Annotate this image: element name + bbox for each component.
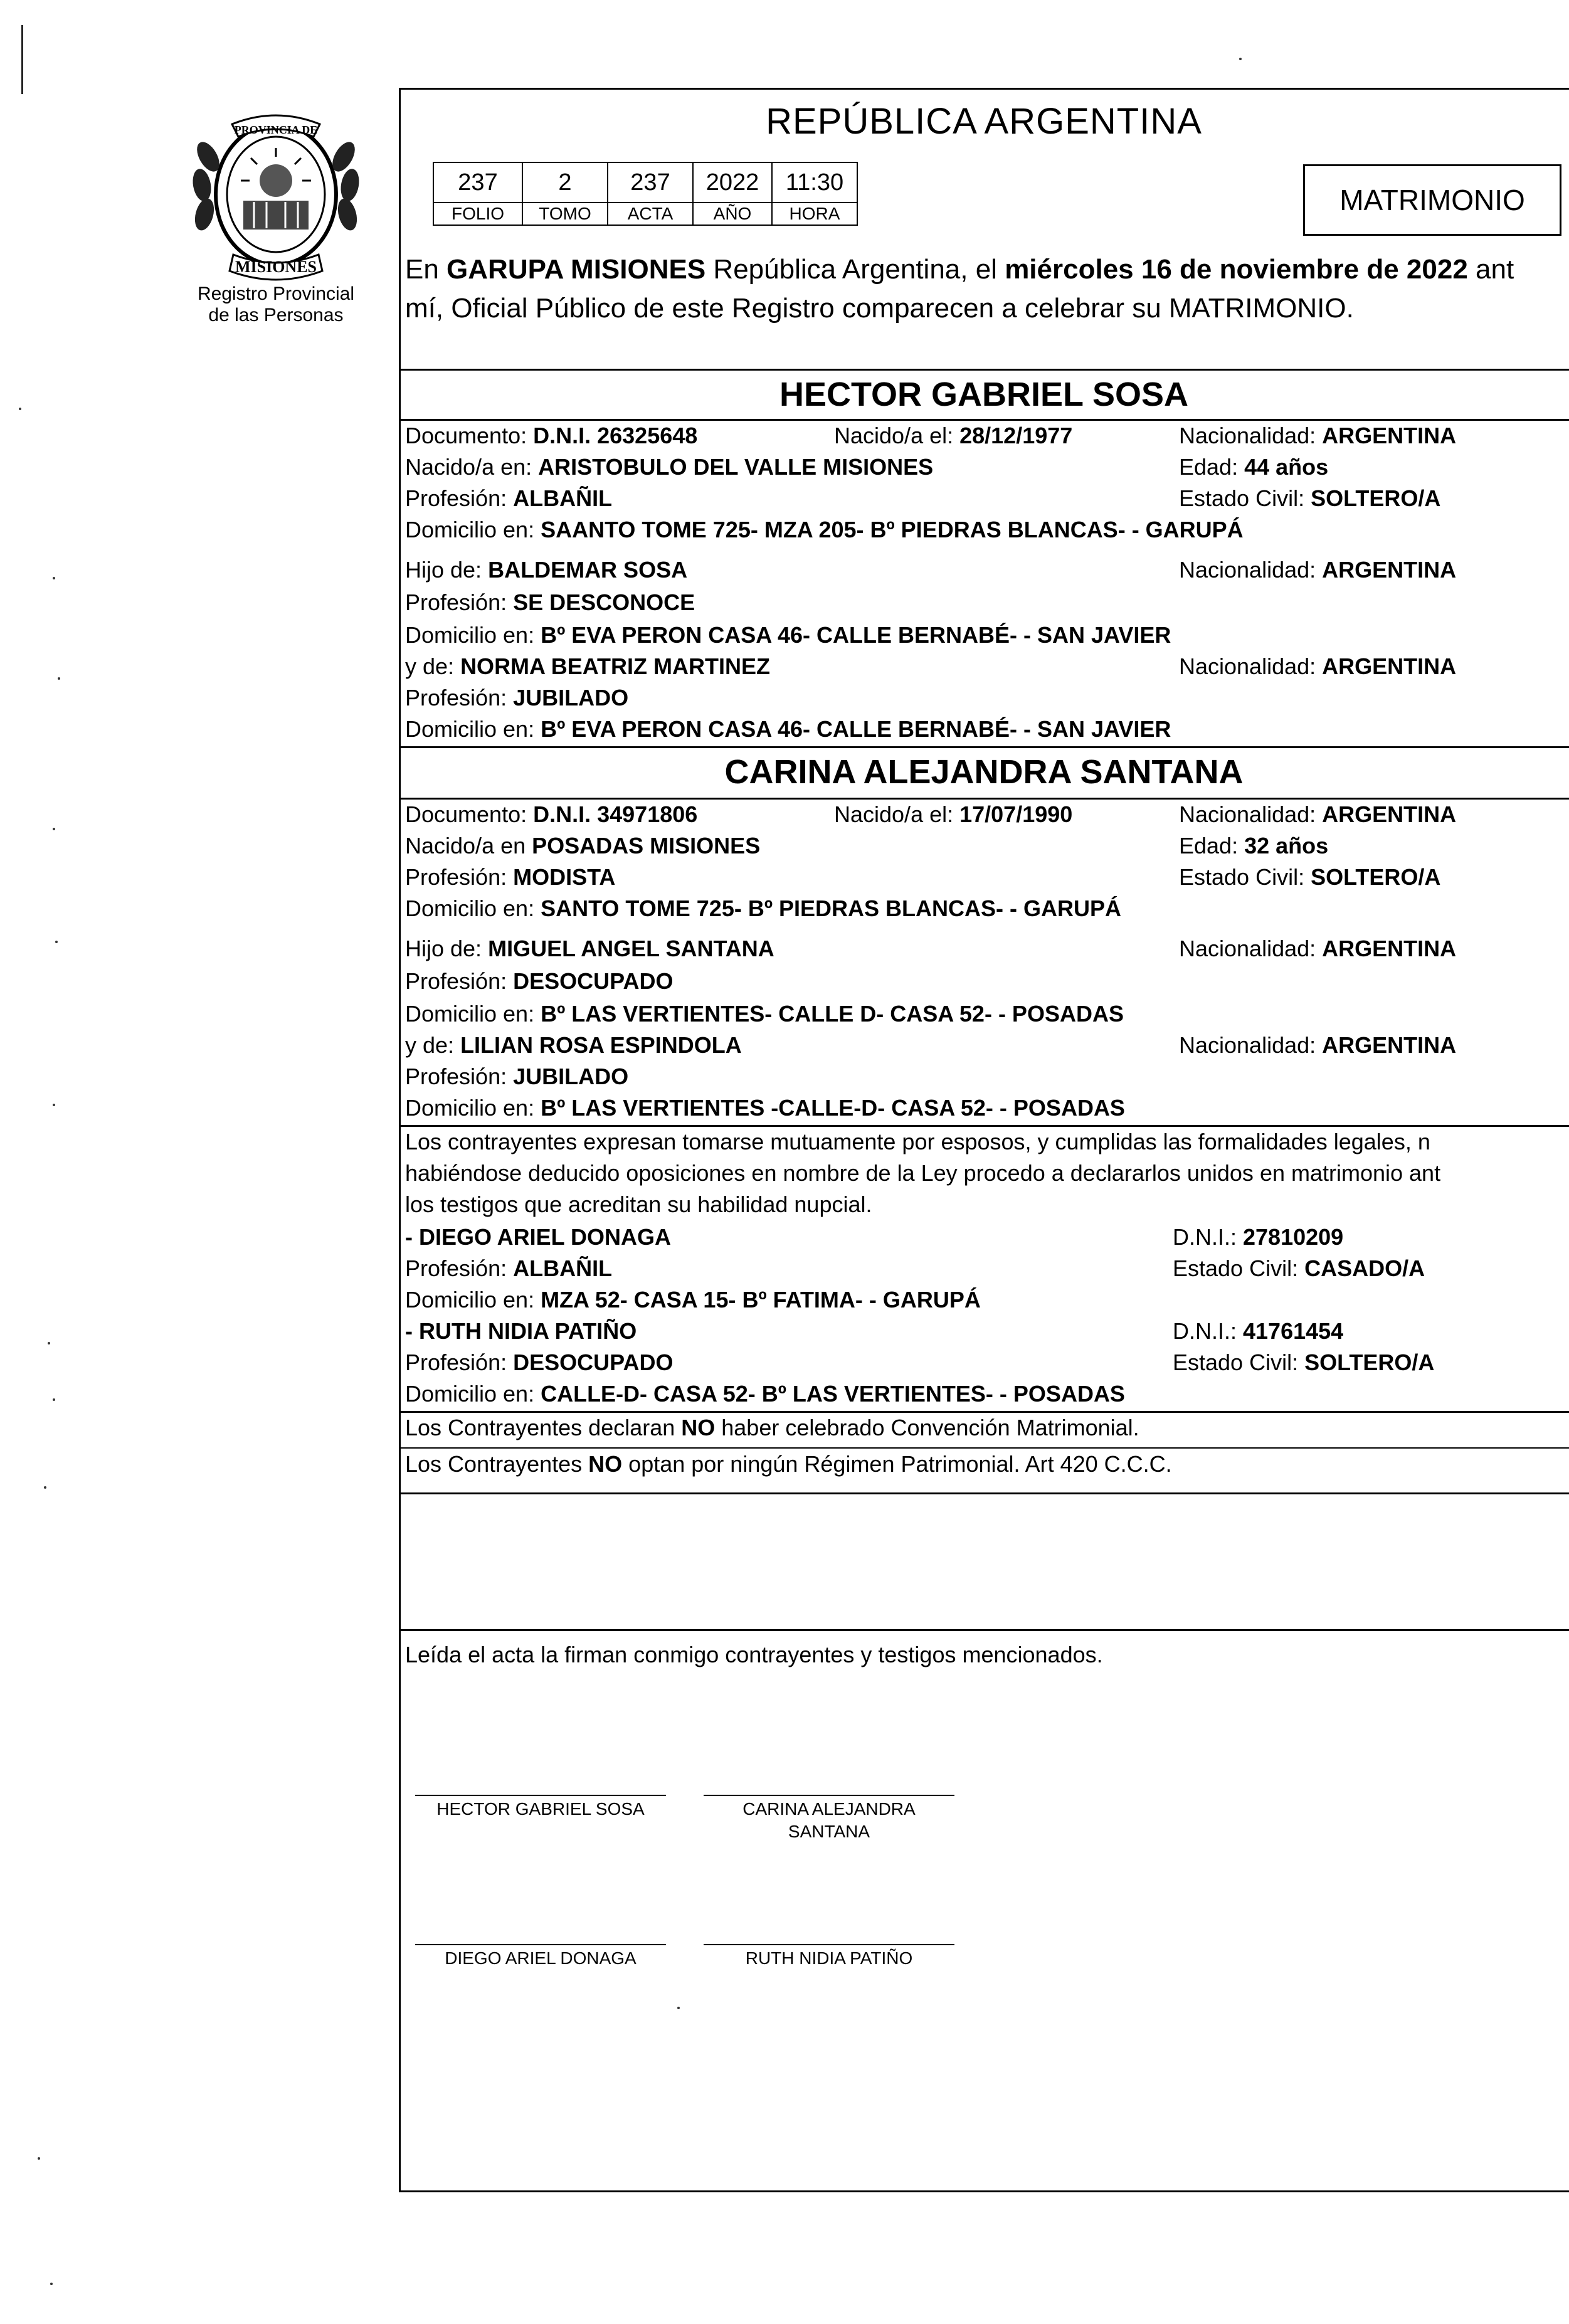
acta-value: 237 — [608, 162, 693, 203]
spouse2-birthplace: Nacido/a en POSADAS MISIONES — [405, 833, 761, 858]
folio-label: FOLIO — [433, 203, 522, 225]
spouse1-age: Edad: 44 años — [1179, 454, 1329, 480]
spouse2-document: Documento: D.N.I. 34971806 — [405, 801, 698, 827]
tomo-label: TOMO — [522, 203, 608, 225]
signature-line-spouse2 — [704, 1795, 954, 1796]
witness2-civil-status: Estado Civil: SOLTERO/A — [1173, 1350, 1435, 1375]
spouse1-father-address: Domicilio en: Bº EVA PERON CASA 46- CALLE BERNABÉ- - SAN JAVIER — [405, 622, 1171, 648]
spouse2-age: Edad: 32 años — [1179, 833, 1329, 858]
witness2-profession: Profesión: DESOCUPADO — [405, 1350, 674, 1375]
spouse2-profession: Profesión: MODISTA — [405, 864, 616, 890]
divider — [399, 746, 1569, 748]
signature-line-witness1 — [415, 1944, 666, 1945]
spouse1-father: Hijo de: BALDEMAR SOSA — [405, 557, 688, 583]
scan-speck — [58, 677, 60, 680]
signature-line-spouse1 — [415, 1795, 666, 1796]
spouse2-mother-profession: Profesión: JUBILADO — [405, 1064, 629, 1089]
folio-table — [433, 162, 858, 226]
divider — [399, 419, 1569, 421]
witness1-dni: D.N.I.: 27810209 — [1173, 1224, 1344, 1250]
spouse1-civil-status: Estado Civil: SOLTERO/A — [1179, 485, 1441, 511]
scan-speck — [53, 1398, 55, 1401]
spouse1-profession: Profesión: ALBAÑIL — [405, 485, 613, 511]
spouse1-birthplace: Nacido/a en: ARISTOBULO DEL VALLE MISIONES — [405, 454, 934, 480]
spouse2-civil-status: Estado Civil: SOLTERO/A — [1179, 864, 1441, 890]
witness1-profession: Profesión: ALBAÑIL — [405, 1255, 613, 1281]
divider — [399, 1447, 1569, 1449]
spouse2-nationality: Nacionalidad: ARGENTINA — [1179, 801, 1457, 827]
spouse1-document: Documento: D.N.I. 26325648 — [405, 423, 698, 448]
spouse2-mother-address: Domicilio en: Bº LAS VERTIENTES -CALLE-D- CASA 52- - POSADAS — [405, 1095, 1125, 1121]
spouse1-nationality: Nacionalidad: ARGENTINA — [1179, 423, 1457, 448]
scan-speck — [48, 1342, 50, 1344]
spouse2-mother: y de: LILIAN ROSA ESPINDOLA — [405, 1032, 742, 1058]
intro-line1: En GARUPA MISIONES República Argentina, el miércoles 16 de noviembre de 2022 ant — [405, 254, 1514, 285]
spouse2-mother-nationality: Nacionalidad: ARGENTINA — [1179, 1032, 1457, 1058]
divider — [399, 1629, 1569, 1631]
divider — [399, 1125, 1569, 1127]
witness2-address: Domicilio en: CALLE-D- CASA 52- Bº LAS VERTIENTES- - POSADAS — [405, 1381, 1125, 1407]
spouse1-address: Domicilio en: SAANTO TOME 725- MZA 205- Bº PIEDRAS BLANCAS- - GARUPÁ — [405, 517, 1244, 542]
hora-value: 11:30 — [772, 162, 857, 203]
spouse1-mother-address: Domicilio en: Bº EVA PERON CASA 46- CALLE BERNABÉ- - SAN JAVIER — [405, 716, 1171, 742]
signature-name-witness2: RUTH NIDIA PATIÑO — [745, 1948, 913, 1968]
scan-speck — [1239, 58, 1242, 60]
scan-speck — [38, 2157, 40, 2160]
witness1-address: Domicilio en: MZA 52- CASA 15- Bº FATIMA- - GARUPÁ — [405, 1287, 981, 1313]
anio-value: 2022 — [693, 162, 772, 203]
divider — [399, 369, 1569, 371]
divider — [399, 798, 1569, 800]
witness1-civil-status: Estado Civil: CASADO/A — [1173, 1255, 1425, 1281]
spouse1-father-nationality: Nacionalidad: ARGENTINA — [1179, 557, 1457, 583]
spouse1-mother: y de: NORMA BEATRIZ MARTINEZ — [405, 653, 771, 679]
convention-line1: Los Contrayentes declaran NO haber celebrado Convención Matrimonial. — [405, 1415, 1139, 1440]
signature-line-witness2 — [704, 1944, 954, 1945]
spouse2-birthdate: Nacido/a el: 17/07/1990 — [834, 801, 1073, 827]
scan-speck — [19, 408, 21, 410]
scan-speck — [677, 2007, 680, 2009]
scan-speck — [53, 577, 55, 579]
scan-speck — [44, 1486, 46, 1489]
scan-speck — [50, 2283, 53, 2285]
witness2-name: - RUTH NIDIA PATIÑO — [405, 1318, 637, 1344]
scan-mark — [21, 25, 23, 94]
declaration-line3: los testigos que acreditan su habilidad nupcial. — [405, 1191, 872, 1217]
doc-type-box: MATRIMONIO — [1303, 164, 1561, 236]
acta-label: ACTA — [608, 203, 693, 225]
spouse2-address: Domicilio en: SANTO TOME 725- Bº PIEDRAS BLANCAS- - GARUPÁ — [405, 895, 1121, 921]
spouse1-mother-nationality: Nacionalidad: ARGENTINA — [1179, 653, 1457, 679]
folio-value: 237 — [433, 162, 522, 203]
witness1-name: - DIEGO ARIEL DONAGA — [405, 1224, 672, 1250]
scan-speck — [55, 941, 58, 943]
spouse2-father-nationality: Nacionalidad: ARGENTINA — [1179, 936, 1457, 961]
divider — [399, 1411, 1569, 1413]
spouse1-birthdate: Nacido/a el: 28/12/1977 — [834, 423, 1073, 448]
spouse2-father: Hijo de: MIGUEL ANGEL SANTANA — [405, 936, 774, 961]
declaration-line1: Los contrayentes expresan tomarse mutuamente por esposos, y cumplidas las formalidades legales, n — [405, 1129, 1430, 1154]
registry-name-line2: de las Personas — [208, 305, 344, 325]
witness2-dni: D.N.I.: 41761454 — [1173, 1318, 1344, 1344]
hora-label: HORA — [772, 203, 857, 225]
intro-line2: mí, Oficial Público de este Registro comparecen a celebrar su MATRIMONIO. — [405, 293, 1354, 324]
anio-label: AÑO — [693, 203, 772, 225]
signature-name-spouse2-l2: SANTANA — [788, 1822, 870, 1841]
convention-line2: Los Contrayentes NO optan por ningún Régimen Patrimonial. Art 420 C.C.C. — [405, 1451, 1172, 1477]
scan-speck — [53, 828, 55, 830]
signature-name-spouse2-l1: CARINA ALEJANDRA — [742, 1799, 916, 1819]
country-title: REPÚBLICA ARGENTINA — [766, 101, 1202, 142]
seal-text-bottom: MISIONES — [235, 258, 317, 276]
spouse2-name: CARINA ALEJANDRA SANTANA — [724, 753, 1244, 791]
signature-name-witness1: DIEGO ARIEL DONAGA — [445, 1948, 637, 1968]
registry-name-line1: Registro Provincial — [197, 283, 355, 304]
tomo-value: 2 — [522, 162, 608, 203]
spouse1-mother-profession: Profesión: JUBILADO — [405, 685, 629, 710]
seal-text-top: PROVINCIA DE — [234, 124, 318, 136]
province-seal — [188, 107, 364, 288]
spouse2-father-profession: Profesión: DESOCUPADO — [405, 968, 674, 994]
spouse1-father-profession: Profesión: SE DESCONOCE — [405, 589, 695, 615]
closing-statement: Leída el acta la firman conmigo contrayentes y testigos mencionados. — [405, 1642, 1103, 1667]
declaration-line2: habiéndose deducido oposiciones en nombre de la Ley procedo a declararlos unidos en matrimonio ant — [405, 1160, 1441, 1186]
divider — [399, 1492, 1569, 1494]
signature-name-spouse1: HECTOR GABRIEL SOSA — [436, 1799, 645, 1819]
spouse1-name: HECTOR GABRIEL SOSA — [779, 376, 1189, 413]
scan-speck — [53, 1104, 55, 1106]
spouse2-father-address: Domicilio en: Bº LAS VERTIENTES- CALLE D- CASA 52- - POSADAS — [405, 1001, 1124, 1027]
